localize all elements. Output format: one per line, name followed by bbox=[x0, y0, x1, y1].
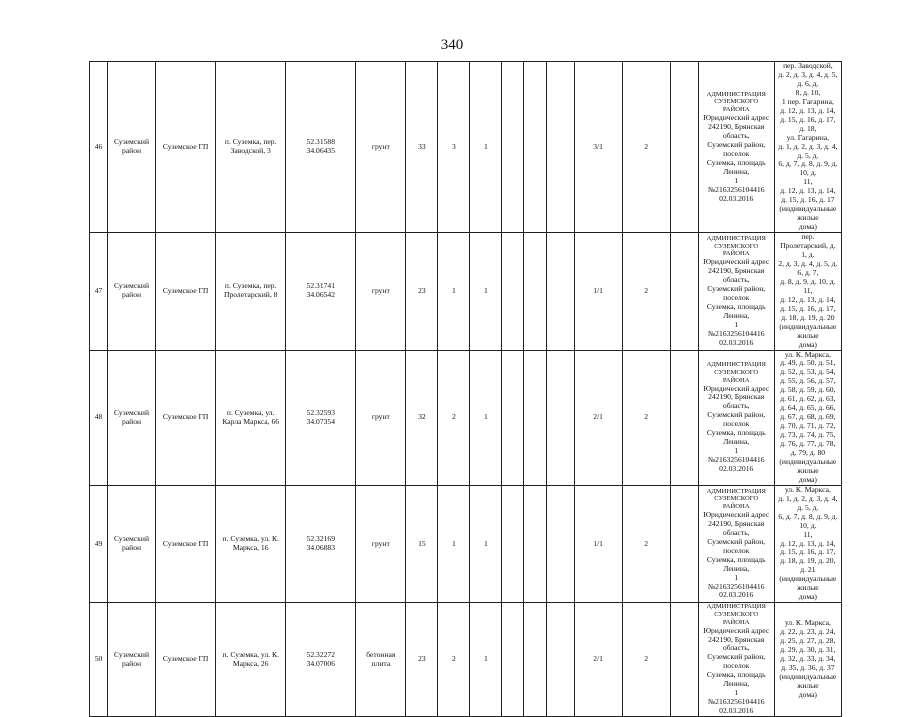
containers-text: 3 bbox=[452, 141, 456, 151]
num-text: 49 bbox=[94, 538, 103, 548]
coords-text: 52.32593 34.07354 bbox=[306, 407, 336, 426]
cell-sources bbox=[774, 62, 841, 233]
settlement-text: Суземское ГП bbox=[162, 285, 209, 295]
cell-area bbox=[406, 603, 438, 717]
owner-name: АДМИНИСТРАЦИЯ СУЗЕМСКОГО РАЙОНА bbox=[706, 361, 766, 384]
district-text: Суземский район bbox=[114, 407, 150, 426]
cell-coords bbox=[286, 485, 356, 602]
sources-text: пер. Заводской, д. 2, д. 3, д. 4, д. 5, д. 6, д. 8, д. 10, 1 пер. Гагарина, д. 12, д. 13, д. 14, д. 15, д. 16, д. 17, д. 18, ул. Гагарина, д. 1, д. 2, д. 3, д. 4, д. 5, д. 6, д. 7, д. 8, д. 9, д. 10, д. 11, д. 12, д. 13, д. 14, д. 15, д. 16, д. 17 (индивидуальные жилые дома) bbox=[778, 61, 838, 232]
volume-text: 1 bbox=[484, 412, 488, 422]
cell-address bbox=[216, 62, 286, 233]
owner-details: Юридический адрес 242190, Брянская область, Суземский район, поселок Суземка, площадь Ленина, 1 №2163256104416 02.03.2016 bbox=[703, 257, 770, 347]
settlement-text: Суземское ГП bbox=[162, 141, 209, 151]
volume-text: 1 bbox=[484, 285, 488, 295]
owner-details: Юридический адрес 242190, Брянская область, Суземский район, поселок Суземка, площадь Ленина, 1 №2163256104416 02.03.2016 bbox=[703, 509, 770, 600]
cell-sources bbox=[774, 603, 841, 717]
cell-sources bbox=[774, 485, 841, 602]
cell-c11 bbox=[524, 62, 546, 233]
owner-details: Юридический адрес 242190, Брянская область, Суземский район, поселок Суземка, площадь Ленина, 1 №2163256104416 02.03.2016 bbox=[703, 383, 770, 474]
cell-containers bbox=[438, 62, 470, 233]
c14-text: 2 bbox=[644, 285, 649, 295]
sources-text: ул. К. Маркса, д. 49, д. 50, д. 51, д. 52, д. 53, д. 54, д. 55, д. 56, д. 57, д. 58, д. 59, д. 60, д. 61, д. 62, д. 63, д. 64, д. 65, д. 66, д. 67, д. 68, д. 69, д. 70, д. 71, д. 72, д. 73, д. 74, д. 75, д. 76, д. 77, д. 78, д. 79, д. 80 (индивидуальные жилые дома) bbox=[779, 350, 837, 484]
c13-text: 1/1 bbox=[593, 285, 603, 295]
cell-sources bbox=[774, 233, 841, 350]
waste-sites-table bbox=[89, 61, 842, 717]
cell-district bbox=[108, 233, 156, 350]
cell-district bbox=[108, 485, 156, 602]
cell-address bbox=[216, 233, 286, 350]
cell-sources bbox=[774, 350, 841, 485]
cell-address bbox=[216, 603, 286, 717]
area-text: 23 bbox=[418, 285, 426, 295]
containers-text: 2 bbox=[452, 654, 456, 664]
district-text: Суземский район bbox=[114, 649, 150, 668]
cell-num bbox=[90, 485, 108, 602]
table-row bbox=[90, 485, 842, 602]
cell-area bbox=[406, 350, 438, 485]
num-text: 47 bbox=[94, 285, 103, 295]
cell-c14 bbox=[622, 350, 670, 485]
district-text: Суземский район bbox=[114, 281, 150, 300]
containers-text: 1 bbox=[452, 285, 456, 295]
cell-address bbox=[216, 350, 286, 485]
c13-text: 2/1 bbox=[593, 654, 603, 664]
c14-text: 2 bbox=[644, 412, 649, 422]
owner-name: АДМИНИСТРАЦИЯ СУЗЕМСКОГО РАЙОНА bbox=[706, 603, 766, 626]
coords-text: 52.32272 34.07006 bbox=[306, 649, 336, 668]
district-text: Суземский район bbox=[114, 534, 150, 552]
cell-c11 bbox=[524, 603, 546, 717]
volume-text: 1 bbox=[484, 538, 488, 548]
cell-address bbox=[216, 485, 286, 602]
c13-text: 1/1 bbox=[593, 538, 603, 548]
cell-district bbox=[108, 62, 156, 233]
c14-text: 2 bbox=[644, 654, 649, 664]
cell-surface bbox=[356, 350, 406, 485]
area-text: 15 bbox=[418, 538, 426, 548]
surface-text: грунт bbox=[371, 285, 390, 295]
cell-containers bbox=[438, 485, 470, 602]
cell-coords bbox=[286, 603, 356, 717]
cell-surface bbox=[356, 485, 406, 602]
volume-text: 1 bbox=[484, 654, 488, 664]
cell-c12 bbox=[546, 62, 574, 233]
num-text: 50 bbox=[94, 654, 103, 664]
cell-c13 bbox=[574, 233, 622, 350]
volume-text: 1 bbox=[484, 141, 488, 151]
sources-text: ул. К. Маркса, д. 22, д. 23, д. 24, д. 25, д. 27, д. 28, д. 29, д. 30, д. 31, д. 32, д. 33, д. 34, д. 35, д. 36, д. 37 (индивидуальные жилые дома) bbox=[779, 618, 837, 700]
cell-surface bbox=[356, 603, 406, 717]
settlement-text: Суземское ГП bbox=[162, 538, 209, 548]
num-text: 48 bbox=[94, 412, 103, 422]
containers-text: 2 bbox=[452, 412, 456, 422]
owner-name: АДМИНИСТРАЦИЯ СУЗЕМСКОГО РАЙОНА bbox=[706, 487, 766, 511]
cell-containers bbox=[438, 233, 470, 350]
cell-containers bbox=[438, 350, 470, 485]
address-text: п. Суземка, пер. Пролетарский, 8 bbox=[223, 281, 278, 300]
cell-c12 bbox=[546, 350, 574, 485]
cell-c12 bbox=[546, 603, 574, 717]
cell-district bbox=[108, 603, 156, 717]
cell-settlement bbox=[156, 350, 216, 485]
owner-details: Юридический адрес 242190, Брянская область, Суземский район, поселок Суземка, площадь Ленина, 1 №2163256104416 02.03.2016 bbox=[703, 625, 770, 716]
coords-text: 52.31588 34.06435 bbox=[306, 137, 336, 156]
cell-volume bbox=[470, 350, 502, 485]
surface-text: грунт bbox=[371, 412, 390, 422]
cell-surface bbox=[356, 233, 406, 350]
cell-num bbox=[90, 603, 108, 717]
settlement-text: Суземское ГП bbox=[162, 412, 209, 422]
cell-settlement bbox=[156, 62, 216, 233]
address-text: п. Суземка, ул. К. Маркса, 26 bbox=[222, 649, 279, 668]
owner-cell bbox=[698, 603, 774, 717]
cell-district bbox=[108, 350, 156, 485]
cell-c11 bbox=[524, 233, 546, 350]
cell-volume bbox=[470, 233, 502, 350]
cell-c15 bbox=[670, 603, 698, 717]
surface-text: грунт bbox=[371, 538, 390, 548]
address-text: п. Суземка, ул. Карла Маркса, 66 bbox=[222, 407, 280, 426]
cell-c13 bbox=[574, 350, 622, 485]
owner-cell bbox=[698, 485, 774, 602]
address-text: п. Суземка, ул. К. Маркса, 16 bbox=[222, 534, 279, 552]
owner-details: Юридический адрес 242190, Брянская область, Суземский район, поселок Суземка, площадь Ленина, 1 №2163256104416 02.03.2016 bbox=[703, 112, 770, 203]
cell-area bbox=[406, 233, 438, 350]
cell-c14 bbox=[622, 603, 670, 717]
cell-c12 bbox=[546, 485, 574, 602]
cell-c15 bbox=[670, 485, 698, 602]
cell-c10 bbox=[502, 62, 524, 233]
cell-c15 bbox=[670, 350, 698, 485]
surface-text: бетонная плита bbox=[366, 649, 396, 668]
cell-c10 bbox=[502, 350, 524, 485]
owner-name: АДМИНИСТРАЦИЯ СУЗЕМСКОГО РАЙОНА bbox=[706, 90, 766, 114]
owner-name: АДМИНИСТРАЦИЯ СУЗЕМСКОГО РАЙОНА bbox=[706, 234, 766, 258]
cell-coords bbox=[286, 233, 356, 350]
cell-num bbox=[90, 233, 108, 350]
cell-num bbox=[90, 62, 108, 233]
table-row bbox=[90, 350, 842, 485]
cell-settlement bbox=[156, 485, 216, 602]
cell-c11 bbox=[524, 350, 546, 485]
num-text: 46 bbox=[94, 141, 103, 151]
cell-c13 bbox=[574, 603, 622, 717]
sources-text: пер. Пролетарский, д. 1, д. 2, д. 3, д. 4, д. 5, д. 6, д. 7, д. 8, д. 9, д. 10, д. 11, д. 12, д. 13, д. 14, д. 15, д. 16, д. 17, д. 18, д. 19, д. 20 (индивидуальные жилые дома) bbox=[778, 232, 838, 349]
sources-text: ул. К. Маркса, д. 1, д. 2, д. 3, д. 4, д. 5, д. 6, д. 7, д. 8, д. 9, д. 10, д. 11, д. 12, д. 13, д. 14, д. 15, д. 16, д. 17, д. 18, д. 19, д. 20, д. 21 (индивидуальные жилые дома) bbox=[778, 485, 838, 602]
cell-volume bbox=[470, 62, 502, 233]
cell-area bbox=[406, 62, 438, 233]
cell-settlement bbox=[156, 603, 216, 717]
owner-cell bbox=[698, 233, 774, 350]
coords-text: 52.32169 34.06883 bbox=[306, 534, 336, 552]
c13-text: 2/1 bbox=[593, 412, 603, 422]
cell-volume bbox=[470, 485, 502, 602]
table-row bbox=[90, 62, 842, 233]
owner-cell bbox=[698, 350, 774, 485]
area-text: 23 bbox=[418, 654, 426, 664]
cell-area bbox=[406, 485, 438, 602]
cell-c14 bbox=[622, 485, 670, 602]
district-text: Суземский район bbox=[114, 137, 150, 156]
cell-c10 bbox=[502, 603, 524, 717]
cell-c15 bbox=[670, 233, 698, 350]
cell-num bbox=[90, 350, 108, 485]
cell-coords bbox=[286, 350, 356, 485]
cell-c15 bbox=[670, 62, 698, 233]
cell-containers bbox=[438, 603, 470, 717]
cell-c13 bbox=[574, 485, 622, 602]
page-number: 340 bbox=[440, 37, 464, 53]
area-text: 33 bbox=[418, 141, 426, 151]
address-text: п. Суземка, пер. Заводской, 3 bbox=[224, 137, 277, 156]
cell-coords bbox=[286, 62, 356, 233]
coords-text: 52.31741 34.06542 bbox=[306, 281, 336, 300]
cell-c14 bbox=[622, 233, 670, 350]
owner-cell bbox=[698, 62, 774, 233]
cell-c13 bbox=[574, 62, 622, 233]
cell-settlement bbox=[156, 233, 216, 350]
containers-text: 1 bbox=[452, 538, 456, 548]
cell-c11 bbox=[524, 485, 546, 602]
cell-c10 bbox=[502, 233, 524, 350]
cell-c10 bbox=[502, 485, 524, 602]
settlement-text: Суземское ГП bbox=[162, 654, 209, 664]
cell-c12 bbox=[546, 233, 574, 350]
surface-text: грунт bbox=[371, 141, 390, 151]
area-text: 32 bbox=[418, 412, 426, 422]
c14-text: 2 bbox=[644, 538, 649, 548]
cell-surface bbox=[356, 62, 406, 233]
c13-text: 3/1 bbox=[593, 141, 603, 151]
table-row bbox=[90, 603, 842, 717]
cell-volume bbox=[470, 603, 502, 717]
c14-text: 2 bbox=[644, 141, 649, 151]
table-row bbox=[90, 233, 842, 350]
cell-c14 bbox=[622, 62, 670, 233]
